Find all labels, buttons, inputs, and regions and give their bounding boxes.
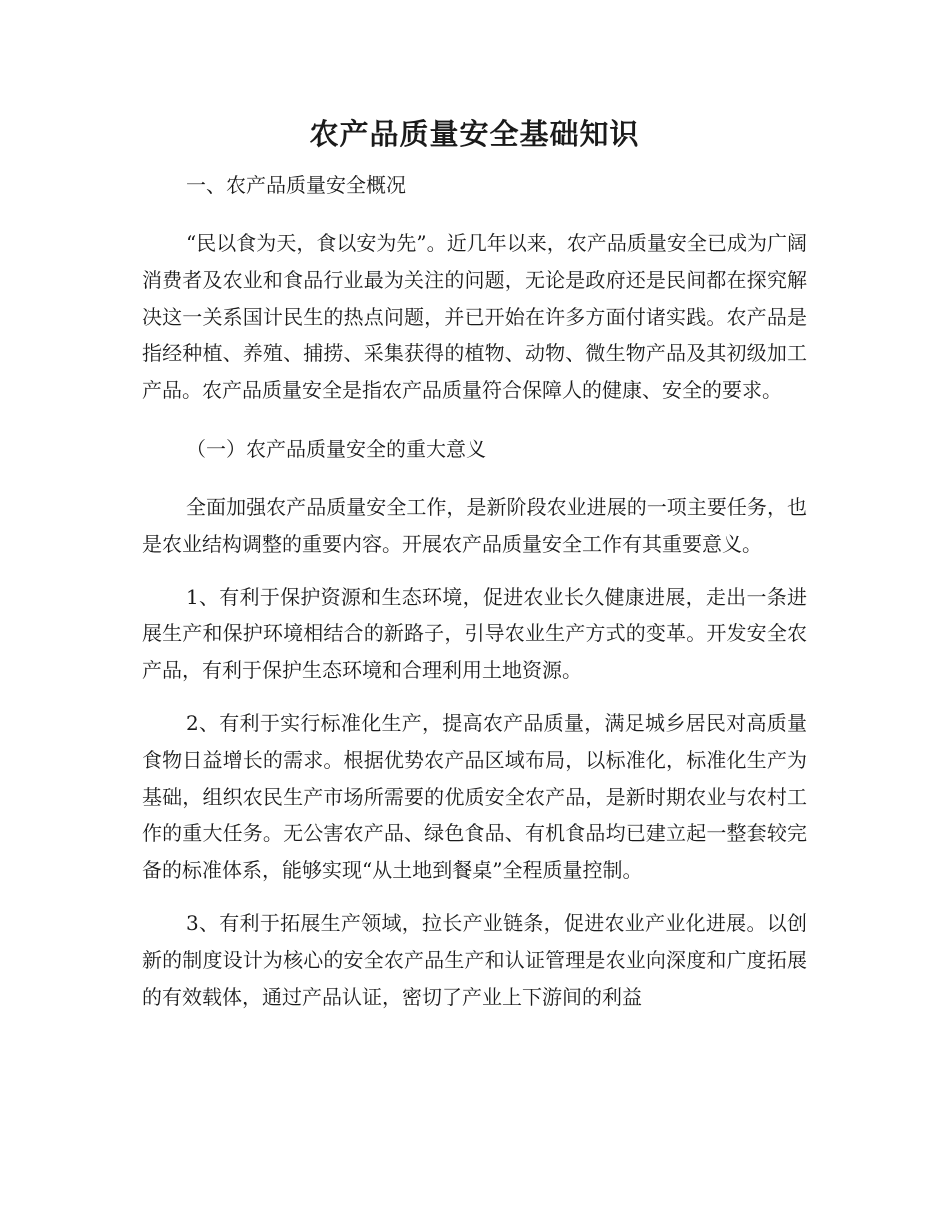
document-title: 农产品质量安全基础知识 <box>309 117 640 151</box>
document-page <box>142 112 807 1015</box>
point-paragraph-2: 2、有利于实行标准化生产，提高农产品质量，满足城乡居民对高质量食物日益增长的需求。根据优势农产品区域布局，以标准化，标准化生产为基础，组织农民生产市场所需要的优质安全农产品，是新时期农业与农村工作的重大任务。无公害农产品、绿色食品、有机食品均已建立起一整套较完备的标准体系，能够实现“从土地到餐桌”全程质量控制。 <box>142 710 807 883</box>
point-paragraph-1: 1、有利于保护资源和生态环境，促进农业长久健康进展，走出一条进展生产和保护环境相结合的新路子，引导农业生产方式的变革。开发安全农产品，有利于保护生态环境和合理利用土地资源。 <box>142 584 807 683</box>
significance-paragraph: 全面加强农产品质量安全工作，是新阶段农业进展的一项主要任务，也是农业结构调整的重要内容。开展农产品质量安全工作有其重要意义。 <box>142 494 807 556</box>
point-paragraph-3: 3、有利于拓展生产领域，拉长产业链条，促进农业产业化进展。以创新的制度设计为核心的安全农产品生产和认证管理是农业向深度和广度拓展的有效载体，通过产品认证，密切了产业上下游间的利益 <box>142 910 807 1009</box>
subsection-heading-significance: （一）农产品质量安全的重大意义 <box>186 436 486 461</box>
intro-paragraph: “民以食为天，食以安为先”。近几年以来，农产品质量安全已成为广阔消费者及农业和食品行业最为关注的问题，无论是政府还是民间都在探究解决这一关系国计民生的热点问题，并已开始在许多方面付诸实践。农产品是指经种植、养殖、捕捞、采集获得的植物、动物、微生物产品及其初级加工产品。农产品质量安全是指农产品质量符合保障人的健康、安全的要求。 <box>142 231 807 403</box>
section-heading-overview: 一、农产品质量安全概况 <box>186 173 406 197</box>
